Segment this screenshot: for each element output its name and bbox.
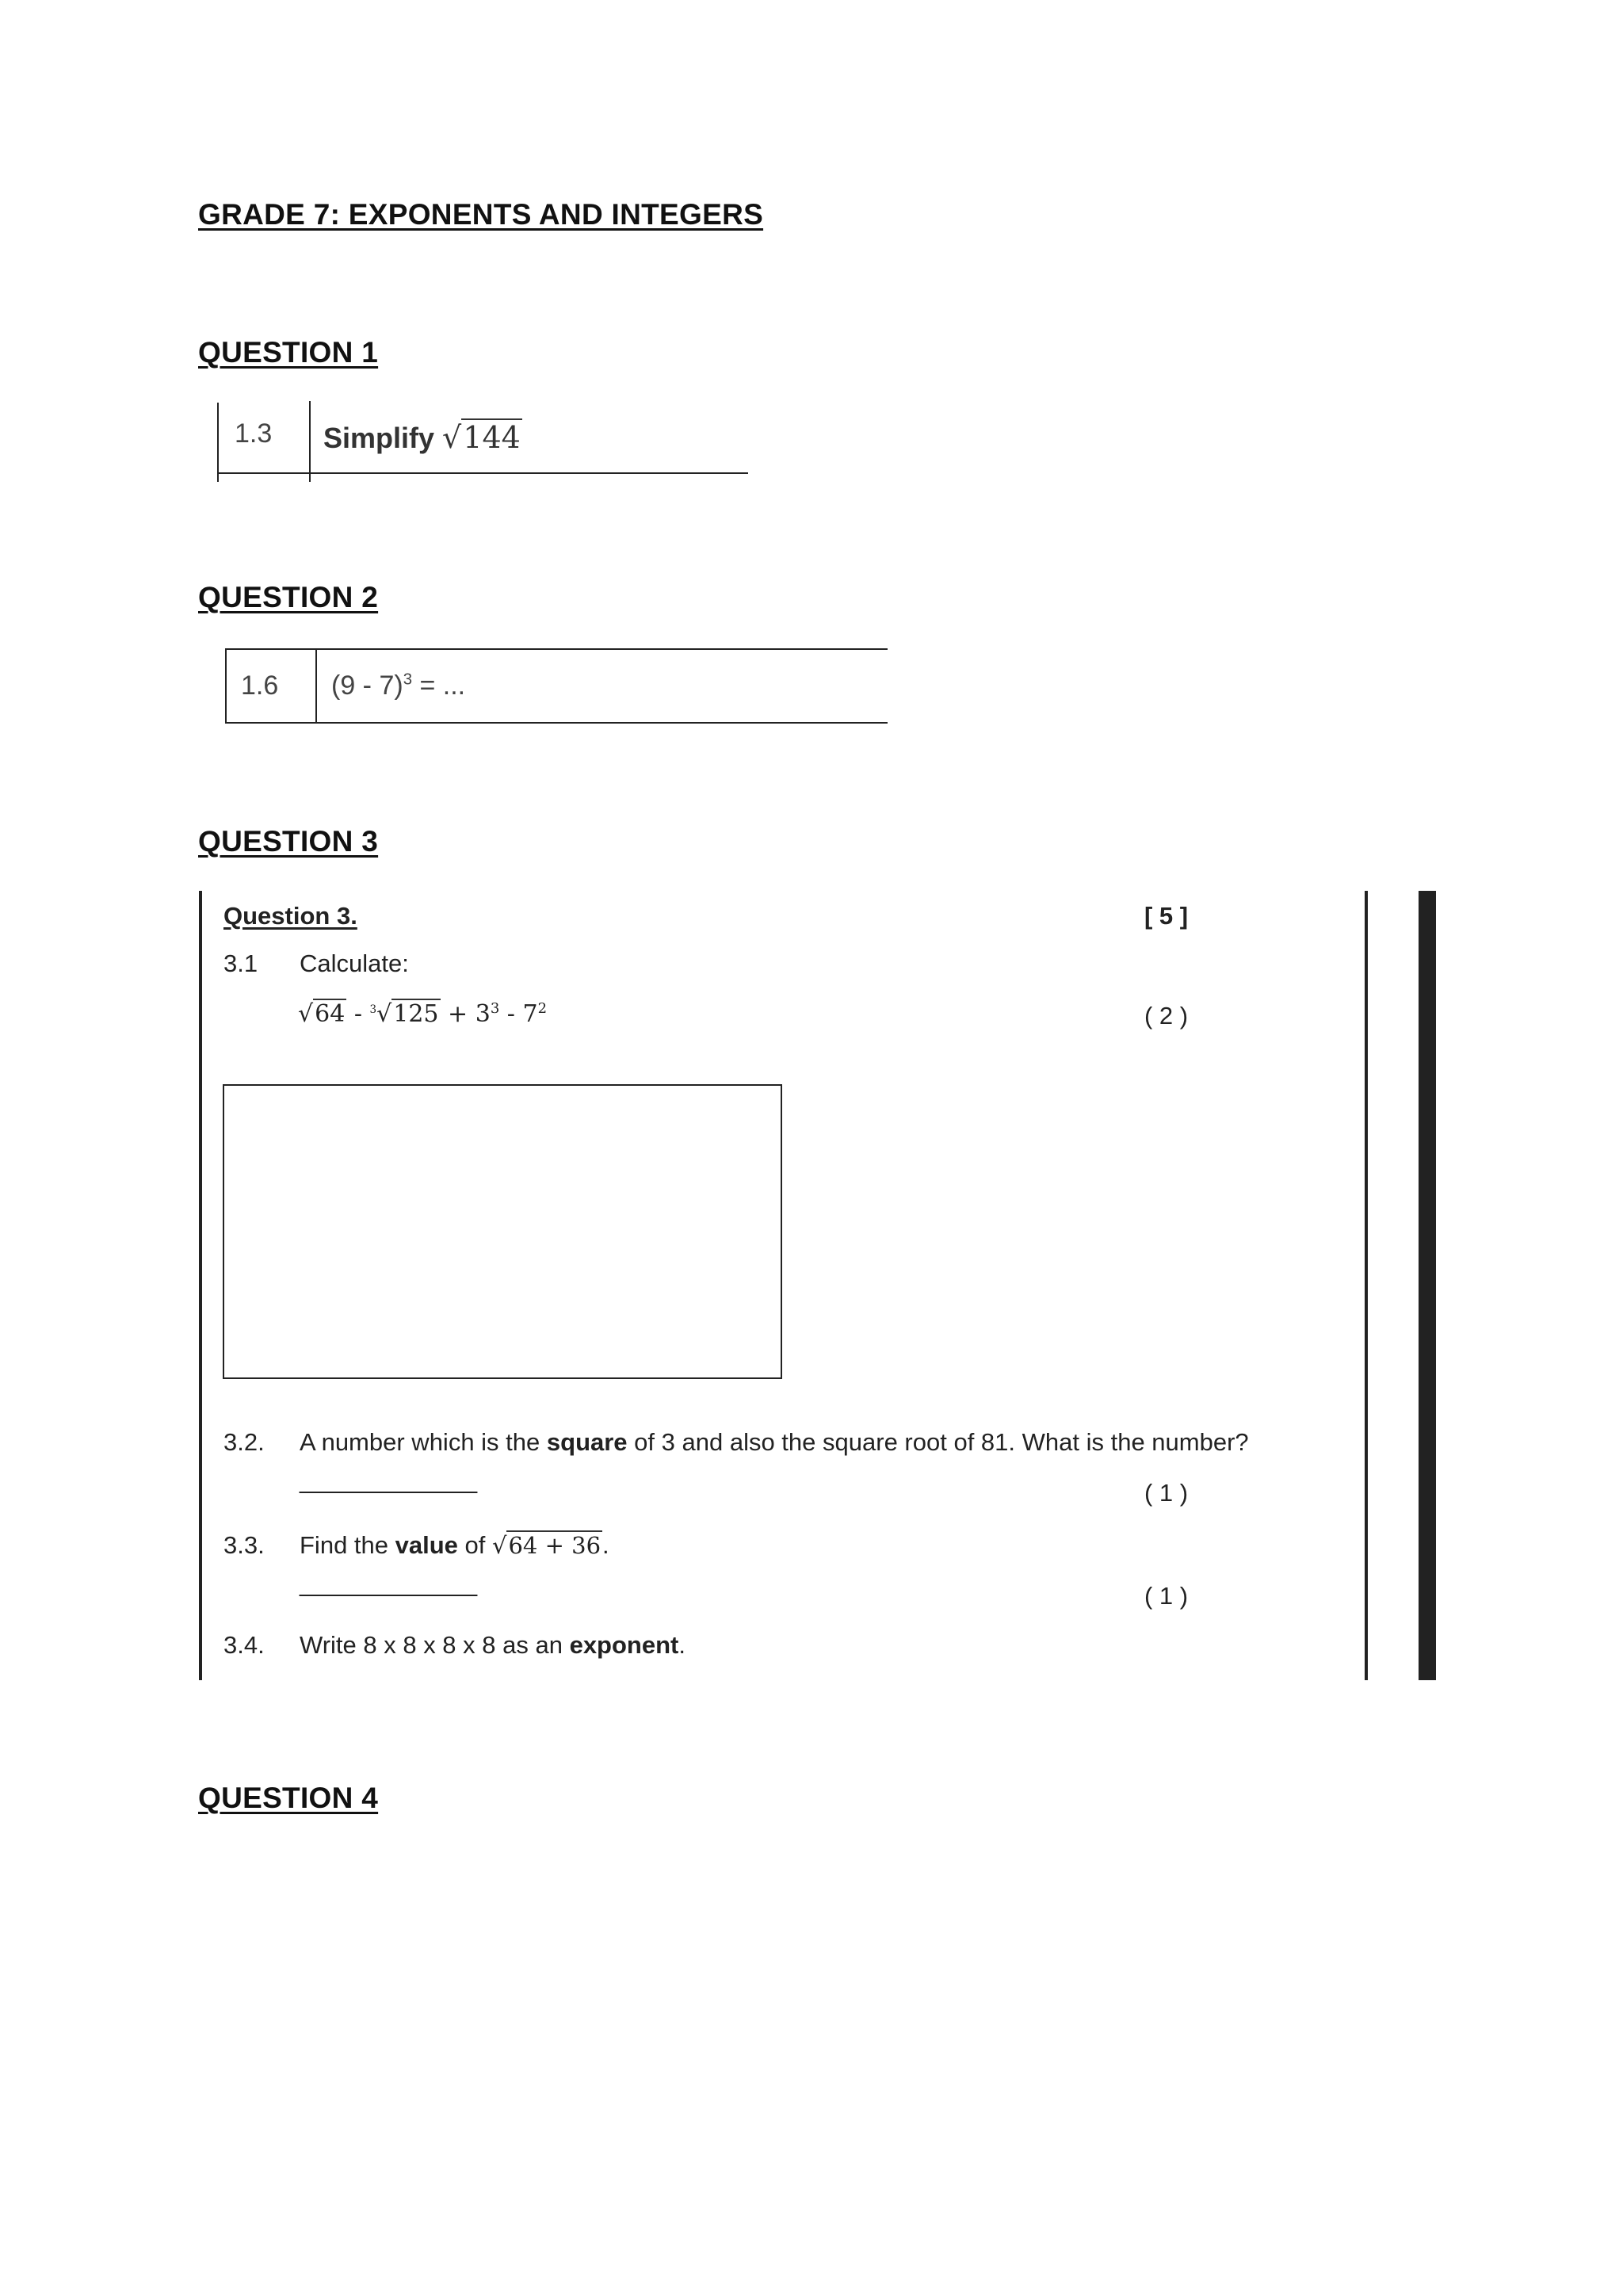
simplify-label: Simplify <box>323 422 435 454</box>
question-4-heading: QUESTION 4 <box>198 1782 379 1814</box>
item-text: A number which is the square of 3 and also the square root of 81. What is the number? <box>300 1428 1249 1456</box>
item-number: 3.3. <box>223 1531 265 1559</box>
item-number: 1.6 <box>241 670 279 701</box>
item-number: 1.3 <box>235 418 273 449</box>
question-3-heading: QUESTION 3 <box>198 825 379 858</box>
item-marks: ( 1 ) <box>1144 1582 1189 1610</box>
item-text: Write 8 x 8 x 8 x 8 as an exponent. <box>300 1631 685 1659</box>
margin-bar <box>1419 891 1436 1680</box>
item-text: Calculate: <box>300 949 409 977</box>
item-marks: ( 2 ) <box>1144 1002 1189 1030</box>
expression: (9 - 7)$^3$ = ... <box>331 670 466 701</box>
item-text: Find the value of √64 + 36. <box>300 1531 609 1559</box>
radicand: 144 <box>463 420 521 455</box>
item-marks: ( 1 ) <box>1144 1479 1189 1507</box>
answer-box[interactable] <box>223 1084 782 1379</box>
item-number: 3.4. <box>223 1631 265 1659</box>
question-2-heading: QUESTION 2 <box>198 581 379 613</box>
answer-blank[interactable]: _____________ <box>300 1569 478 1597</box>
box-title: Question 3. <box>223 902 357 930</box>
question-text <box>323 420 522 455</box>
answer-blank[interactable]: _____________ <box>300 1466 478 1494</box>
page-title: GRADE 7: EXPONENTS AND INTEGERS <box>198 198 764 231</box>
calculation-expression: $√64 - ^3√125 + 3^3 - 7^2$ <box>298 1000 548 1028</box>
total-marks: [ 5 ] <box>1144 902 1189 930</box>
item-number: 3.2. <box>223 1428 265 1456</box>
square-root-expression: √144 <box>442 420 521 455</box>
question-1-heading: QUESTION 1 <box>198 336 379 369</box>
item-number: 3.1 <box>223 949 258 977</box>
